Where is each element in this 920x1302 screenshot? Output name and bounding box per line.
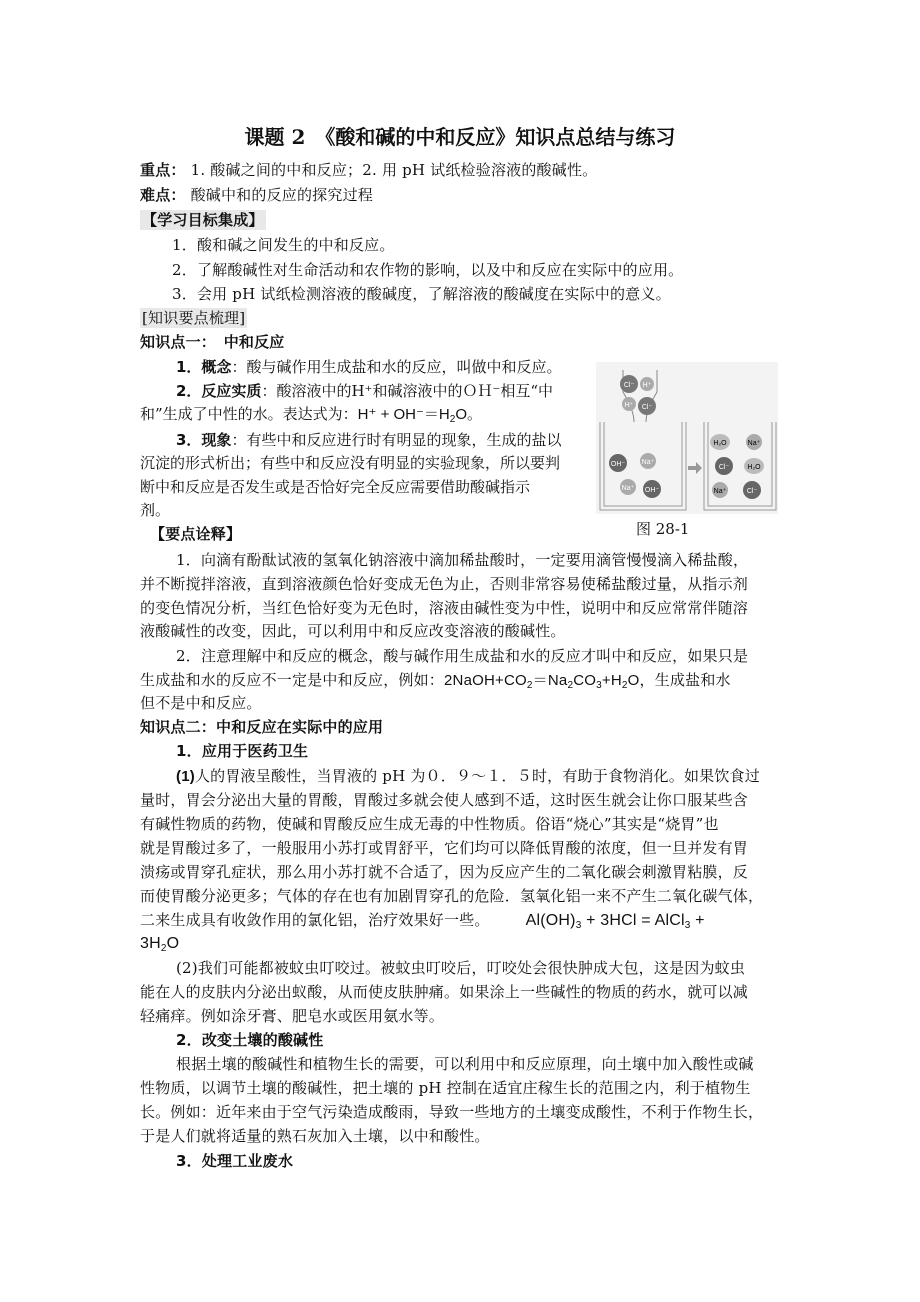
key-points [140,160,597,180]
difficulty-label: 难点： [140,186,186,204]
ion-label: OH⁻ [644,487,660,494]
formula-part: O [455,406,468,423]
essence-text: ：酸溶液中的H⁺和碱溶液中的ＯＨ⁻相互“中 [261,382,554,400]
p1-label: (1) [176,768,195,785]
essence-formula [358,406,467,423]
app2-text: 性物质，以调节土壤的酸碱性，把土壤的 pH 控制在适宜庄稼生长的范围之内，利于植物生 [140,1079,751,1097]
p1-text: 人的胃液呈酸性，当胃液的 pH 为０．９～１．５时，有助于食物消化。如果饮食过 [194,767,760,785]
essence-line-2 [140,404,482,425]
formula-sub: 2 [567,680,574,691]
aluminum-formula-cont [140,934,179,954]
essence-label: 2．反应实质 [176,382,262,400]
p1-last-line [140,910,705,931]
app1-heading: 1．应用于医药卫生 [176,742,309,760]
neutralization-figure [596,362,778,514]
p1-text: 而使胃酸分泌更多；气体的存在也有加剧胃穿孔的危险．氢氧化铝一来不产生二氧化碳气体， [140,887,764,905]
notes-heading: 【要点诠释】 [150,525,242,543]
formula-part: + [690,912,705,929]
formula-part: O [166,935,180,952]
note-text: ，生成盐和水 [639,671,731,689]
kp2-heading: 知识点二：中和反应在实际中的应用 [140,718,384,736]
essence-text-2: 和”生成了中性的水。表达式为： [140,405,358,423]
app3-heading: 3．处理工业废水 [176,1152,294,1170]
goal-item: 3．会用 pH 试纸检测溶液的酸碱度，了解溶液的酸碱度在实际中的意义。 [172,285,671,303]
note-line [140,670,731,691]
note-text: 生成盐和水的反应不一定是中和反应，例如： [140,671,445,689]
ion-label: Cl⁻ [718,464,730,471]
note-text: 并不断搅拌溶液，直到溶液颜色恰好变成无色为止，否则非常容易使稀盐酸过量，从指示剂 [140,575,749,593]
page-title: 课题 2 《酸和碱的中和反应》知识点总结与练习 [244,125,676,149]
p1-text: 量时，胃会分泌出大量的胃酸，胃酸过多就会使人感到不适，这时医生就会让你口服某些含 [140,791,749,809]
goal-item: 2．了解酸碱性对生命活动和农作物的影响，以及中和反应在实际中的应用。 [172,261,684,279]
phenomenon-line [176,430,561,450]
p1-text: 溃疡或胃穿孔症状，那么用小苏打就不合适了，因为反应产生的二氧化碳会刺激胃粘膜，反 [140,863,749,881]
formula-sub: 2 [526,680,533,691]
p2-text: 能在人的皮肤内分泌出蚁酸，从而使皮肤肿痛。如果涂上一些碱性的物质的药水，就可以减 [140,983,749,1001]
goals-heading: 【学习目标集成】 [142,211,264,229]
p1-text: 二来生成具有收敛作用的氯化铝，治疗效果好一些。 [140,911,490,929]
difficulty [140,185,373,205]
formula-sub: 2 [449,414,456,425]
ion-label: Cl⁻ [641,404,653,411]
formula-part: + 3HCl = AlCl [581,912,685,929]
note-text: 1．向滴有酚酞试液的氢氧化钠溶液中滴加稀盐酸时，一定要用滴管慢慢滴入稀盐酸， [176,551,749,569]
formula-sub: 2 [160,943,167,954]
phenomenon-text: 剂。 [140,501,171,519]
note-text: 2．注意理解中和反应的概念，酸与碱作用生成盐和水的反应才叫中和反应，如果只是 [176,647,749,665]
app2-text: 于是人们就将适量的熟石灰加入土壤，以中和酸性。 [140,1127,490,1145]
phenomenon-text: 沉淀的形式析出；有些中和反应没有明显的实验现象，所以要判 [140,454,561,472]
phenomenon-text: 断中和反应是否发生或是否恰好完全反应需要借助酸碱指示 [140,478,531,496]
ion-label: Na⁺ [641,459,655,466]
note-text: 的变色情况分析，当红色恰好变为无色时，溶液由碱性变为中性，说明中和反应常常伴随溶 [140,599,749,617]
ion-label: Na⁺ [713,488,727,495]
ion-label: H⁺ [624,402,634,409]
kp1-heading: 知识点一： 中和反应 [140,333,285,351]
formula-part: ＝Na [532,672,568,689]
app2-text: 根据土壤的酸碱性和植物生长的需要，可以利用中和反应原理，向土壤中加入酸性或碱 [176,1055,754,1073]
app1-p1-line [176,766,760,787]
formula-part: CO [573,672,597,689]
p1-text: 有碱性物质的药物，使碱和胃酸反应生成无毒的中性物质。俗语“烧心”其实是“烧胃”也 [140,815,719,833]
ion-label: Na⁺ [747,440,761,447]
formula-sub: 3 [684,920,691,931]
outline-heading: [知识要点梳理] [142,309,246,327]
ion-label: Cl⁻ [623,382,635,389]
concept-text: ：酸与碱作用生成盐和水的反应，叫做中和反应。 [231,358,562,376]
formula-part: O [627,672,640,689]
formula-part: 2NaOH+CO [444,672,527,689]
ion-label: H₂O [747,464,761,471]
goal-item: 1．酸和碱之间发生的中和反应。 [172,236,395,254]
note-text: 液酸碱性的改变，因此，可以利用中和反应改变溶液的酸碱性。 [140,622,566,640]
formula-sub: 2 [621,680,628,691]
p1-text: 就是胃酸过多了，一般服用小苏打或胃舒平，它们均可以降低胃酸的浓度，但一旦并发有胃 [140,839,749,857]
ion-label: OH⁻ [610,461,626,468]
app2-heading: 2．改变土壤的酸碱性 [176,1031,324,1049]
formula-part: H⁺ + OH⁻＝H [357,406,450,423]
formula-part: +H [601,672,622,689]
difficulty-text: 酸碱中和的反应的探究过程 [185,186,373,204]
figure-caption: 图 28-1 [636,520,690,538]
concept-label: 1．概念 [176,358,232,376]
phenomenon-text: ：有些中和反应进行时有明显的现象，生成的盐以 [231,431,562,449]
ion-label: Na⁺ [621,485,635,492]
key-text: 1. 酸碱之间的中和反应；2. 用 pH 试纸检验溶液的酸碱性。 [185,161,598,179]
formula-sub: 3 [575,920,582,931]
formula-sub: 3 [596,680,602,691]
formula-end: 。 [467,405,483,423]
note-formula [444,672,640,689]
formula-part: Al(OH) [525,912,576,929]
concept-line [176,357,561,377]
essence-line [176,381,553,401]
p2-text: 轻痛痒。例如涂牙膏、肥皂水或医用氨水等。 [140,1007,445,1025]
app2-text: 长。例如：近年来由于空气污染造成酸雨，导致一些地方的土壤变成酸性，不利于作物生长， [140,1103,764,1121]
phenomenon-label: 3．现象 [176,431,232,449]
p2-text: (2)我们可能都被蚊虫叮咬过。被蚊虫叮咬后，叮咬处会很快肿成大包，这是因为蚊虫 [176,959,746,977]
note-text: 但不是中和反应。 [140,694,262,712]
ion-label: H⁺ [642,382,652,389]
formula-part: 3H [140,935,161,952]
ion-label: H₂O [713,440,727,447]
ion-label: Cl⁻ [746,488,758,495]
key-label: 重点： [140,161,186,179]
aluminum-formula [526,912,705,929]
